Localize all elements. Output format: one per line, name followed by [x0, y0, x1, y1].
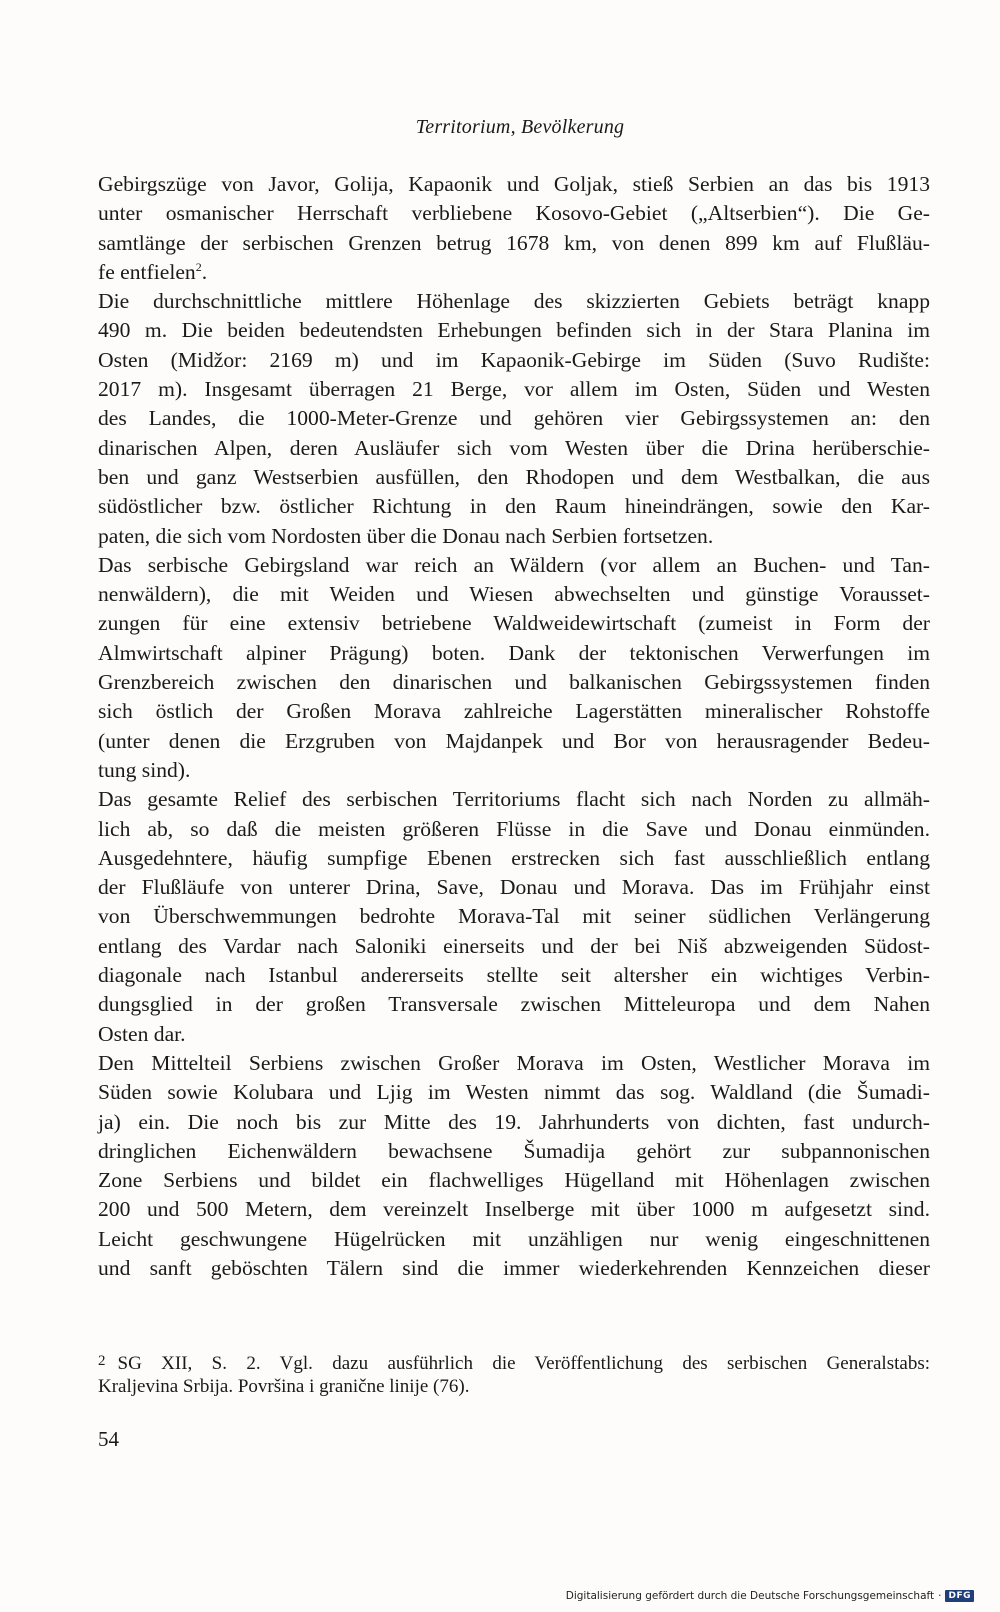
- footnote: [98, 1348, 930, 1400]
- footnote-text: SG XII, S. 2. Vgl. dazu ausführlich die Veröffentlichung des serbischen Generalstabs:: [117, 1353, 930, 1374]
- text-line: Den Mittelteil Serbiens zwischen Großer Morava im Osten, Westlicher Morava im: [98, 1050, 930, 1075]
- text-line: dringlichen Eichenwäldern bewachsene Šumadija gehört zur subpannonischen: [98, 1138, 930, 1163]
- text-line: ja) ein. Die noch bis zur Mitte des 19. Jahrhunderts von dichten, fast undurch-: [98, 1109, 930, 1134]
- text-line: 200 und 500 Metern, dem vereinzelt Inselberge mit über 1000 m aufgesetzt sind.: [98, 1197, 930, 1222]
- footnote-line: Kraljevina Srbija. Površina i granične linije (76).: [98, 1376, 470, 1397]
- digitization-credit: [566, 1590, 974, 1602]
- text-line: entlang des Vardar nach Saloniki einerseits und der bei Niš abzweigenden Südost-: [98, 933, 930, 958]
- text-line: Osten (Midžor: 2169 m) und im Kapaonik-Gebirge im Süden (Suvo Rudište:: [98, 347, 930, 372]
- text-line: sich östlich der Großen Morava zahlreiche Lagerstätten mineralischer Rohstoffe: [98, 699, 930, 724]
- text-line-content: fe entfielen: [98, 259, 196, 284]
- text-line: Ausgedehntere, häufig sumpfige Ebenen erstrecken sich fast ausschließlich entlang: [98, 845, 930, 870]
- text-line: unter osmanischer Herrschaft verbliebene Kosovo-Gebiet („Altserbien“). Die Ge-: [98, 201, 930, 226]
- text-line: des Landes, die 1000-Meter-Grenze und gehören vier Gebirgssystemen an: den: [98, 406, 930, 431]
- text-line: Grenzbereich zwischen den dinarischen und balkanischen Gebirgssystemen finden: [98, 670, 930, 695]
- body-text: [98, 170, 930, 1283]
- text-line: Almwirtschaft alpiner Prägung) boten. Dank der tektonischen Verwerfungen im: [98, 640, 930, 665]
- footnote-reference: 2: [195, 259, 202, 274]
- text-line: südöstlicher bzw. östlicher Richtung in den Raum hineindrängen, sowie den Kar-: [98, 494, 930, 519]
- text-line: Zone Serbiens und bildet ein flachwelliges Hügelland mit Höhenlagen zwischen: [98, 1168, 930, 1193]
- footnote-number: 2: [98, 1353, 106, 1369]
- text-line: diagonale nach Istanbul andererseits stellte seit altersher ein wichtiges Verbin-: [98, 963, 930, 988]
- text-line: Gebirgszüge von Javor, Golija, Kapaonik und Goljak, stieß Serbien an das bis 1913: [98, 172, 930, 196]
- text-line: tung sind).: [98, 757, 191, 782]
- dfg-logo: DFG: [945, 1590, 974, 1602]
- text-line: 2017 m). Insgesamt überragen 21 Berge, vor allem im Osten, Süden und Westen: [98, 377, 930, 402]
- text-line: der Flußläufe von unterer Drina, Save, Donau und Morava. Das im Frühjahr einst: [98, 875, 930, 900]
- text-line: lich ab, so daß die meisten größeren Flüsse in die Save und Donau einmünden.: [98, 816, 930, 841]
- digitization-credit-text: Digitalisierung gefördert durch die Deutsche Forschungsgemeinschaft: [565, 1590, 935, 1602]
- text-line: Das gesamte Relief des serbischen Territoriums flacht sich nach Norden zu allmäh-: [98, 787, 930, 812]
- text-line: Süden sowie Kolubara und Ljig im Westen nimmt das sog. Waldland (die Šumadi-: [98, 1080, 930, 1105]
- text-line: dinarischen Alpen, deren Ausläufer sich vom Westen über die Drina herüberschie-: [98, 435, 930, 460]
- text-line: von Überschwemmungen bedrohte Morava-Tal mit seiner südlichen Verlängerung: [98, 904, 930, 929]
- text-line: ben und ganz Westserbien ausfüllen, den Rhodopen und dem Westbalkan, die aus: [98, 464, 930, 489]
- text-line: (unter denen die Erzgruben von Majdanpek und Bor von herausragender Bedeu-: [98, 728, 930, 753]
- text-line: zungen für eine extensiv betriebene Waldweidewirtschaft (zumeist in Form der: [98, 611, 930, 636]
- footnote-line: [98, 1348, 930, 1374]
- text-line: nenwäldern), die mit Weiden und Wiesen abwechselten und günstige Vorausset-: [98, 582, 930, 607]
- text-line: fe entfielen$^2$.: [98, 259, 208, 284]
- text-line: Leicht geschwungene Hügelrücken mit unzähligen nur wenig eingeschnittenen: [98, 1226, 930, 1251]
- text-line: Osten dar.: [98, 1021, 186, 1046]
- text-line: Das serbische Gebirgsland war reich an Wäldern (vor allem an Buchen- und Tan-: [98, 552, 930, 577]
- text-line: samtlänge der serbischen Grenzen betrug 1678 km, von denen 899 km auf Flußläu-: [98, 230, 930, 255]
- text-line: dungsglied in der großen Transversale zwischen Mitteleuropa und dem Nahen: [98, 992, 930, 1017]
- text-line: paten, die sich vom Nordosten über die Donau nach Serbien fortsetzen.: [98, 523, 714, 548]
- text-line: und sanft geböschten Tälern sind die immer wiederkehrenden Kennzeichen dieser: [98, 1255, 930, 1280]
- page-number: 54: [98, 1427, 119, 1451]
- text-line: 490 m. Die beiden bedeutendsten Erhebungen befinden sich in der Stara Planina im: [98, 318, 930, 343]
- text-line: Die durchschnittliche mittlere Höhenlage des skizzierten Gebiets beträgt knapp: [98, 289, 930, 314]
- running-head: Territorium, Bevölkerung: [415, 116, 625, 138]
- credit-separator: ·: [938, 1590, 942, 1602]
